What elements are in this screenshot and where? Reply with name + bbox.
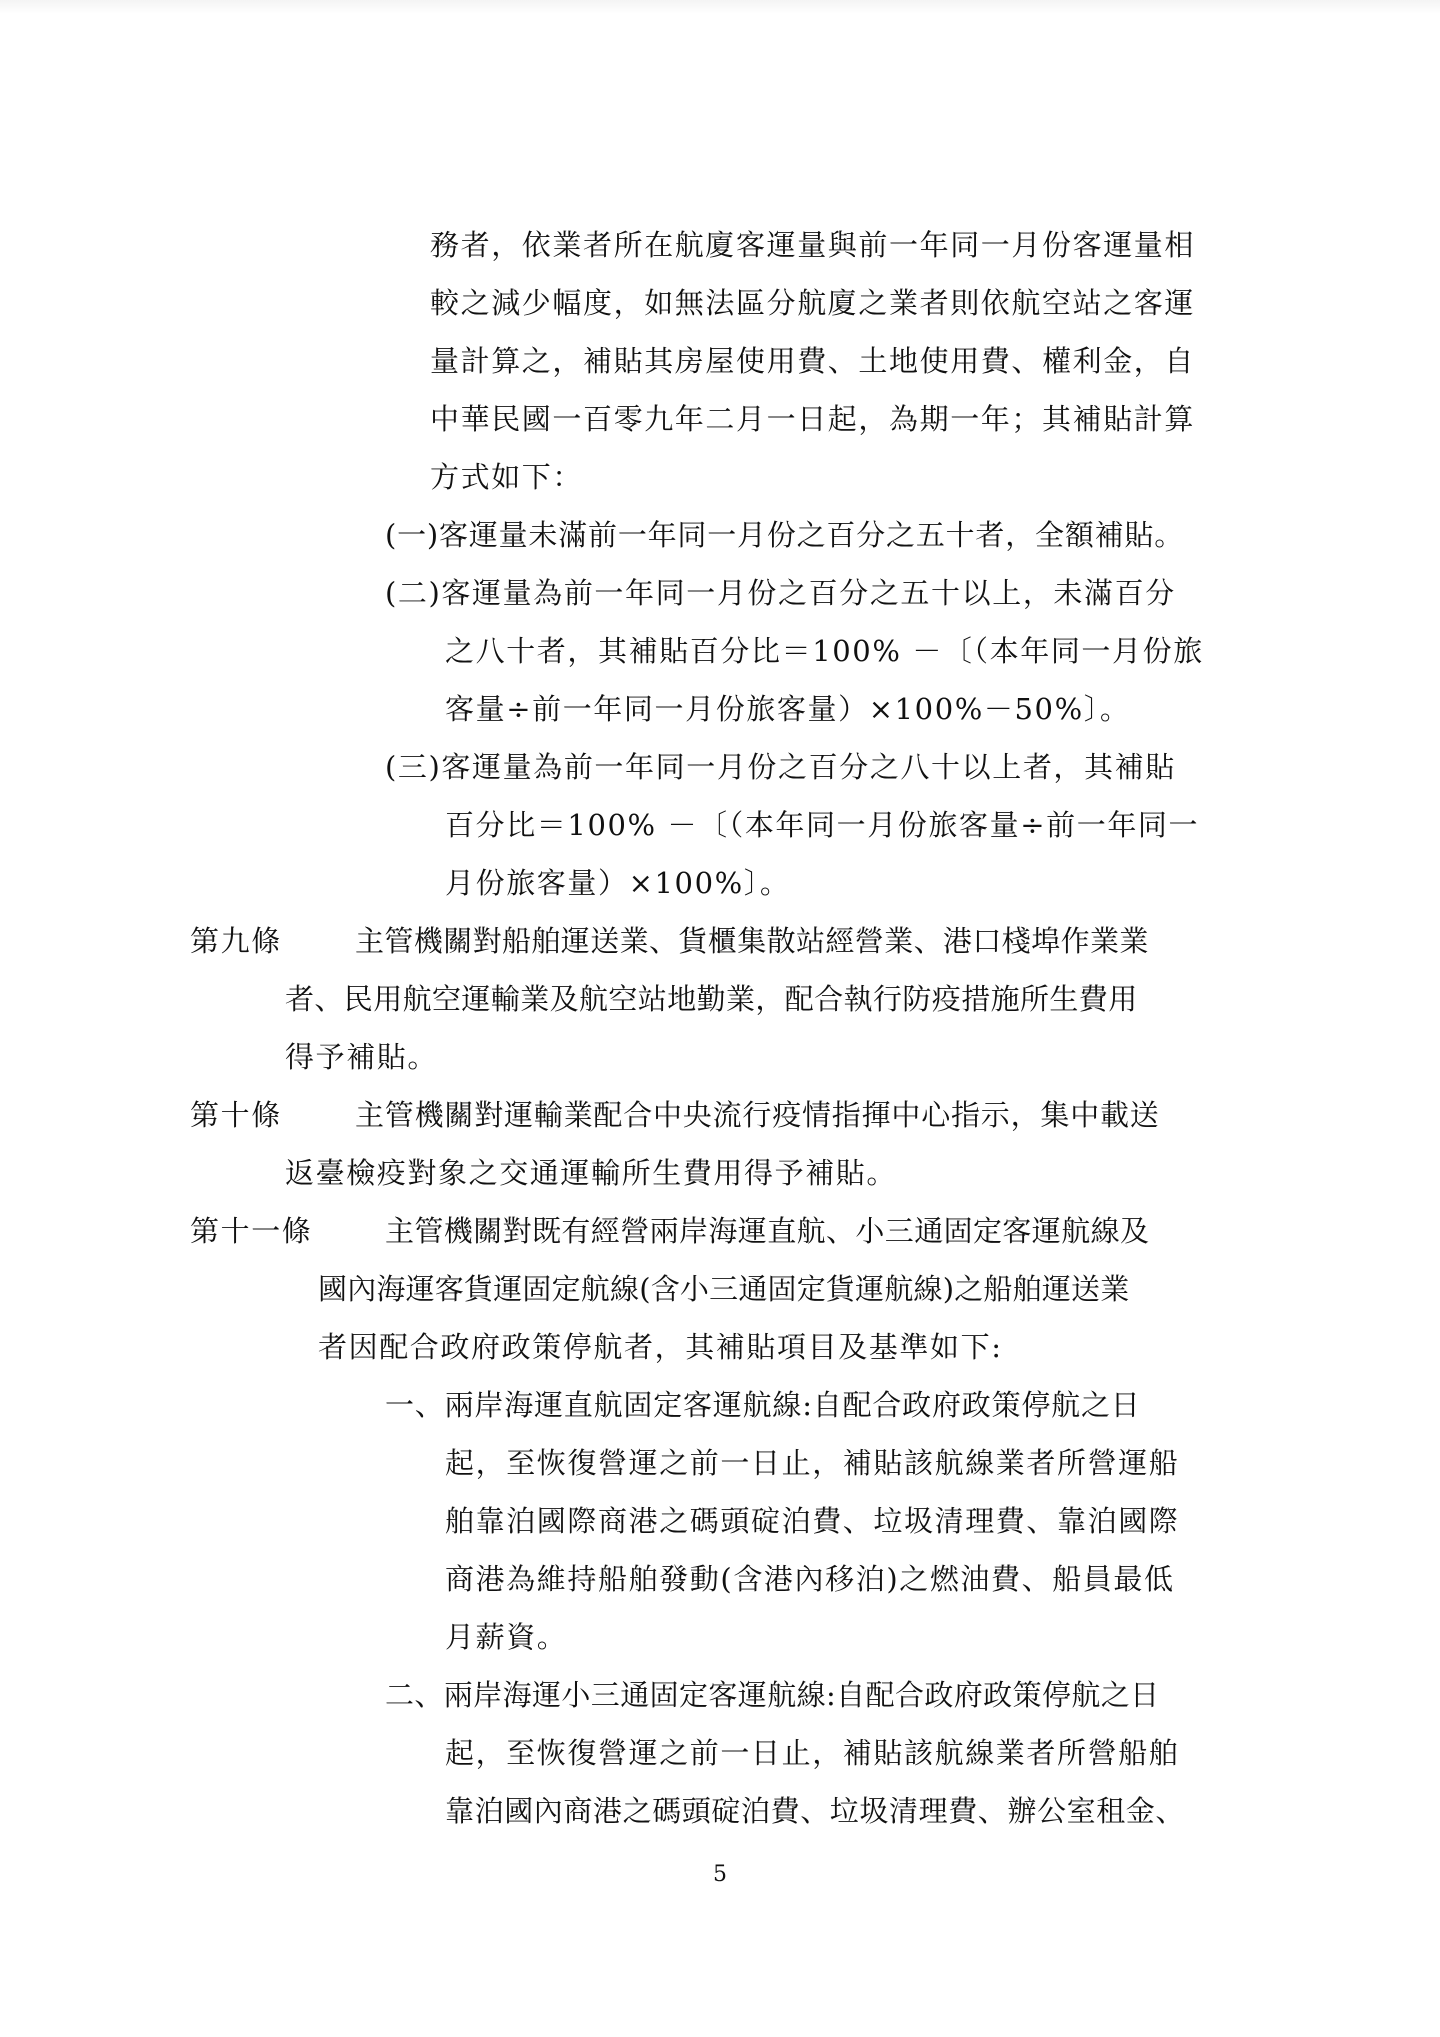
article-9-label: 第九條 <box>190 924 282 958</box>
intro-line: 較之減少幅度，如無法區分航廈之業者則依航空站之客運 <box>430 286 1196 320</box>
calc-item-2-line: 之八十者，其補貼百分比＝100% －〔（本年同一月份旅 <box>445 634 1204 668</box>
article-11-line: 者因配合政府政策停航者，其補貼項目及基準如下: <box>318 1330 1003 1364</box>
scan-edge <box>0 0 1440 14</box>
article-9-line: 得予補貼。 <box>285 1040 439 1074</box>
calc-item-1: (一)客運量未滿前一年同一月份之百分之五十者，全額補貼。 <box>385 518 1185 552</box>
page-number: 5 <box>713 1862 727 1887</box>
article-11-item-1-line: 舶靠泊國際商港之碼頭碇泊費、垃圾清理費、靠泊國際 <box>445 1504 1180 1538</box>
article-11-line: 主管機關對既有經營兩岸海運直航、小三通固定客運航線及 <box>385 1214 1150 1248</box>
article-10-line: 返臺檢疫對象之交通運輸所生費用得予補貼。 <box>285 1156 898 1190</box>
article-9-line: 主管機關對船舶運送業、貨櫃集散站經營業、港口棧埠作業業 <box>355 924 1149 958</box>
article-11-item-1-line: 月薪資。 <box>445 1620 568 1654</box>
article-11-item-2-line: 靠泊國內商港之碼頭碇泊費、垃圾清理費、辦公室租金、 <box>445 1794 1186 1828</box>
article-11-item-1: 一、兩岸海運直航固定客運航線:自配合政府政策停航之日 <box>385 1388 1141 1422</box>
calc-item-3-line: 百分比＝100% －〔（本年同一月份旅客量÷前一年同一 <box>445 808 1200 842</box>
article-11-label: 第十一條 <box>190 1214 313 1248</box>
intro-line: 中華民國一百零九年二月一日起，為期一年；其補貼計算 <box>430 402 1196 436</box>
article-9-line: 者、民用航空運輸業及航空站地勤業，配合執行防疫措施所生費用 <box>285 982 1138 1016</box>
calc-item-2-line: 客量÷前一年同一月份旅客量）×100%－50%〕。 <box>445 692 1131 726</box>
article-11-item-1-line: 起，至恢復營運之前一日止，補貼該航線業者所營運船 <box>445 1446 1180 1480</box>
intro-line: 量計算之，補貼其房屋使用費、土地使用費、權利金，自 <box>430 344 1196 378</box>
intro-line: 務者，依業者所在航廈客運量與前一年同一月份客運量相 <box>430 228 1196 262</box>
article-11-item-2: 二、兩岸海運小三通固定客運航線:自配合政府政策停航之日 <box>385 1678 1160 1712</box>
calc-item-3: (三)客運量為前一年同一月份之百分之八十以上者，其補貼 <box>385 750 1176 784</box>
calc-item-3-line: 月份旅客量）×100%〕。 <box>445 866 791 900</box>
article-11-item-2-line: 起，至恢復營運之前一日止，補貼該航線業者所營船舶 <box>445 1736 1180 1770</box>
article-10-label: 第十條 <box>190 1098 282 1132</box>
article-11-item-1-line: 商港為維持船舶發動(含港內移泊)之燃油費、船員最低 <box>445 1562 1175 1596</box>
article-10-line: 主管機關對運輸業配合中央流行疫情指揮中心指示，集中載送 <box>355 1098 1160 1132</box>
calc-item-2: (二)客運量為前一年同一月份之百分之五十以上，未滿百分 <box>385 576 1176 610</box>
intro-line: 方式如下： <box>430 460 584 494</box>
article-11-line: 國內海運客貨運固定航線(含小三通固定貨運航線)之船舶運送業 <box>318 1272 1130 1306</box>
